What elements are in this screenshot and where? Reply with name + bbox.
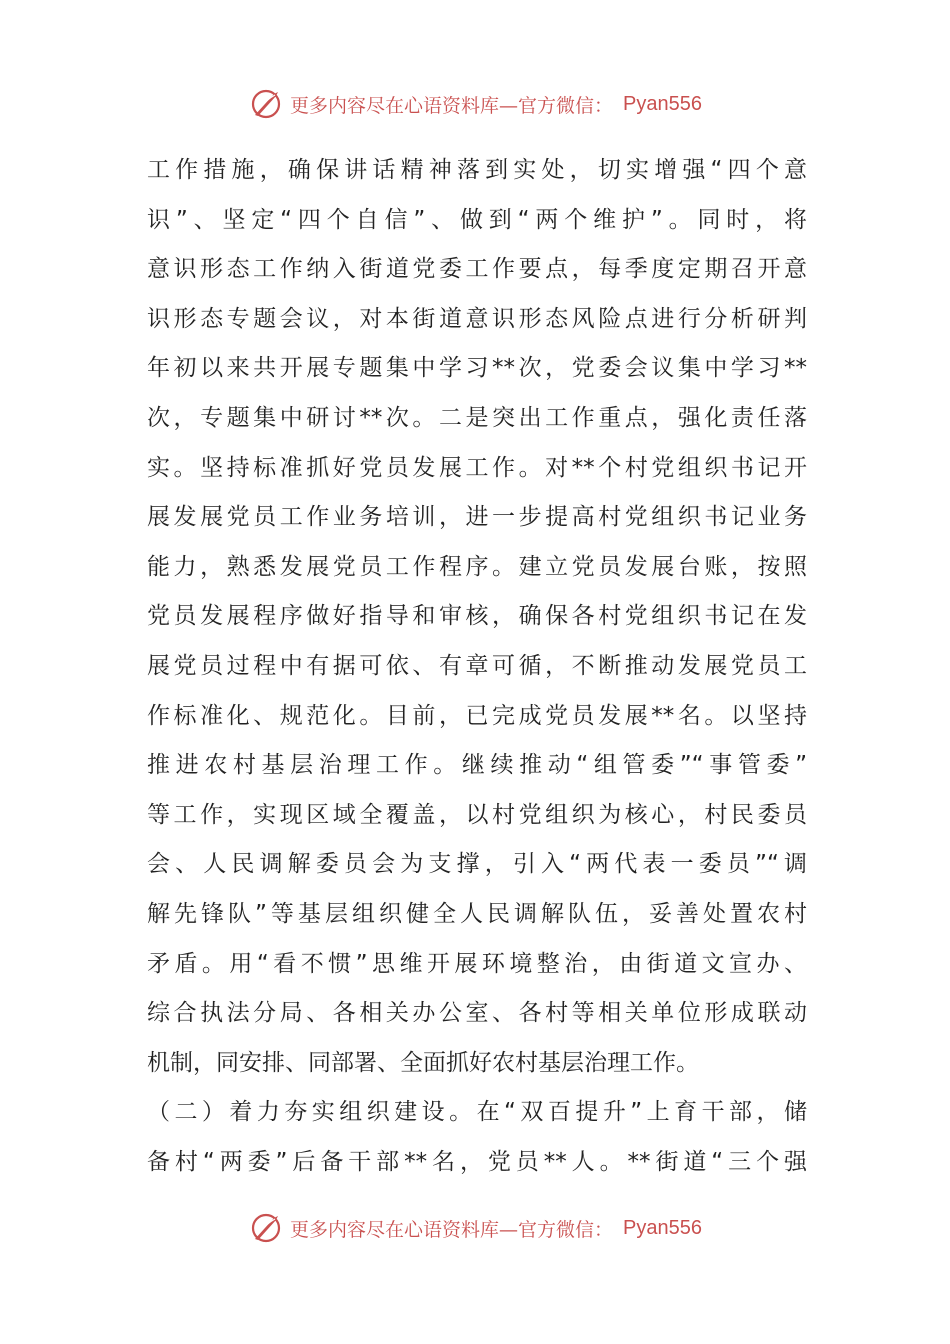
- footer-watermark: [0, 1208, 950, 1248]
- body-line: 次，专题集中研讨**次。二是突出工作重点，强化责任落: [147, 404, 807, 431]
- body-line: 等工作，实现区域全覆盖，以村党组织为核心，村民委员: [147, 801, 807, 828]
- watermark-brand: Pyan556: [623, 92, 702, 115]
- body-line: 年初以来共开展专题集中学习**次，党委会议集中学习**: [147, 355, 807, 382]
- quill-logo-icon: [248, 1210, 284, 1246]
- body-line: 能力，熟悉发展党员工作程序。建立党员发展台账，按照: [147, 553, 807, 580]
- body-line: （二）着力夯实组织建设。在“双百提升”上育干部，储: [147, 1099, 807, 1126]
- watermark-text: 更多内容尽在心语资料库—官方微信：: [290, 1218, 614, 1241]
- body-line: 工作措施，确保讲话精神落到实处，切实增强“四个意: [147, 157, 807, 183]
- body-line: 综合执法分局、各相关办公室、各村等相关单位形成联动: [147, 1000, 807, 1027]
- body-line: 推进农村基层治理工作。继续推动“组管委”“事管委”: [147, 752, 807, 779]
- document-body: [147, 146, 807, 1187]
- body-line: 意识形态工作纳入街道党委工作要点，每季度定期召开意: [147, 256, 807, 283]
- body-line: 党员发展程序做好指导和审核，确保各村党组织书记在发: [147, 603, 807, 630]
- body-line: 展党员过程中有据可依、有章可循，不断推动发展党员工: [147, 652, 807, 679]
- body-line: 识形态专题会议，对本街道意识形态风险点进行分析研判: [147, 305, 807, 332]
- body-line: 识”、坚定“四个自信”、做到“两个维护”。同时，将: [147, 206, 807, 233]
- watermark-brand: Pyan556: [623, 1216, 702, 1239]
- body-line: 作标准化、规范化。目前，已完成党员发展**名。以坚持: [147, 702, 807, 729]
- body-line: 展发展党员工作业务培训，进一步提高村党组织书记业务: [147, 504, 807, 531]
- body-line: 矛盾。用“看不惯”思维开展环境整治，由街道文宣办、: [147, 950, 807, 977]
- watermark-text: 更多内容尽在心语资料库—官方微信：: [290, 94, 614, 117]
- body-line: 解先锋队”等基层组织健全人民调解队伍，妥善处置农村: [147, 900, 807, 927]
- body-line: 机制，同安排、同部署、全面抓好农村基层治理工作。: [147, 1049, 699, 1076]
- quill-logo-icon: [248, 86, 284, 122]
- body-line: 会、人民调解委员会为支撑，引入“两代表一委员”“调: [147, 851, 807, 878]
- body-line: 备村“两委”后备干部**名，党员**人。**街道“三个强: [147, 1148, 807, 1175]
- header-watermark: [0, 84, 950, 124]
- body-line: 实。坚持标准抓好党员发展工作。对**个村党组织书记开: [147, 454, 807, 481]
